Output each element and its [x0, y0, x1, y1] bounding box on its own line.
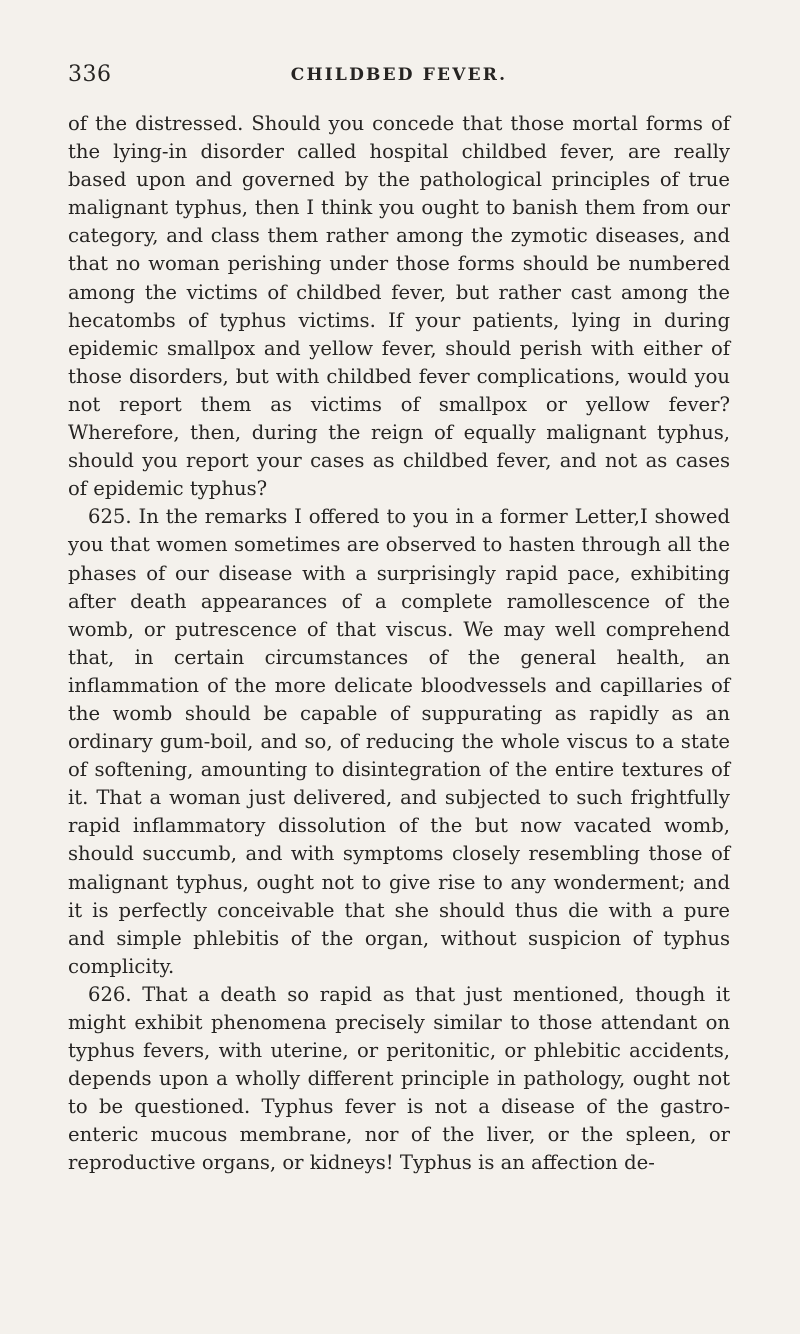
running-title: CHILDBED FEVER. — [290, 65, 508, 85]
paragraph-626 — [68, 981, 730, 1178]
paragraph-625 — [68, 503, 730, 981]
paragraph-number: 626. — [88, 982, 132, 1006]
body-text — [68, 110, 730, 1178]
paragraph-text: of the distressed. Should you concede that those mortal forms of the lying-in disorder called hospital childbed fever, are really based upon and governed by the pathological principles of true malignant typhus, then I think you ought to banish them from our category, and class them rather among the zymotic diseases, and that no woman perishing under those forms should be numbered among the victims of childbed fever, but rather cast among the hecatombs of typhus victims. If your patients, lying in during epidemic smallpox and yellow fever, should perish with either of those disorders, but with childbed fever complications, would you not report them as victims of smallpox or yellow fever? Wherefore, then, during the reign of equally malignant typhus, should you report your cases as childbed fever, and not as cases of epidemic typhus? — [68, 112, 730, 501]
page-number: 336 — [68, 62, 112, 87]
paragraph-text: In the remarks I offered to you in a former Letter,I showed you that women sometimes are observed to hasten through all the phases of our disease with a surprisingly rapid pace, exhibiting after death appearances of a complete ramollescence of the womb, or putrescence of that viscus. We may well comprehend that, in certain circumstances of the general health, an inflammation of the more delicate bloodvessels and capillaries of the womb should be capable of suppurating as rapidly as an ordinary gum-boil, and so, of reducing the whole viscus to a state of softening, amounting to disintegration of the entire textures of it. That a woman just delivered, and subjected to such frightfully rapid inflammatory dissolution of the but now vacated womb, should succumb, and with symptoms closely resembling those of malignant typhus, ought not to give rise to any wonderment; and it is perfectly conceivable that she should thus die with a pure and simple phlebitis of the organ, without suspicion of typhus complicity. — [68, 505, 730, 978]
paragraph-text: That a death so rapid as that just mentioned, though it might exhibit phenomena precisely similar to those attendant on typhus fevers, with uterine, or peritonitic, or phlebitic accidents, depends upon a wholly different principle in pathology, ought not to be questioned. Typhus fever is not a disease of the gastro-enteric mucous membrane, nor of the liver, or the spleen, or reproductive organs, or kidneys! Typhus is an affection de- — [68, 982, 730, 1175]
paragraph-continued — [68, 110, 730, 503]
running-head — [68, 62, 730, 92]
paragraph-number: 625. — [88, 505, 132, 529]
book-page — [68, 62, 730, 1178]
